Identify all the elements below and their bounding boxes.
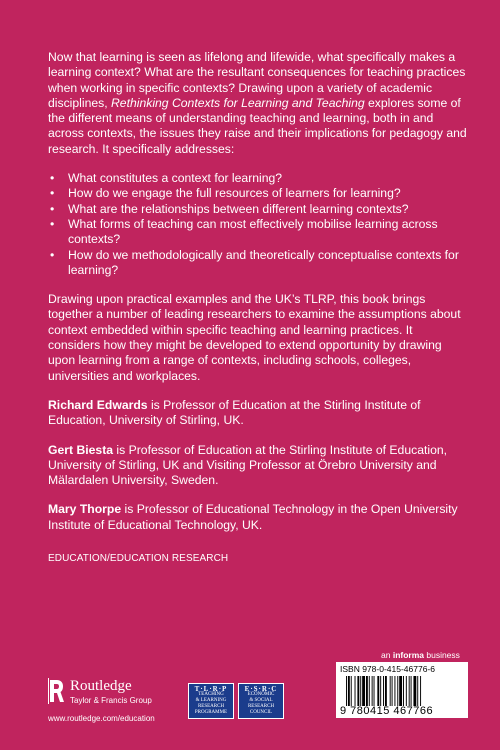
publisher-url: www.routledge.com/education — [48, 714, 155, 723]
book-title: Rethinking Contexts for Learning and Teaching — [111, 95, 365, 110]
tlrp-logo: T·L·R·P TEACHING & LEARNING RESEARCH PROGRAMME — [188, 683, 234, 719]
blurb-paragraph: Drawing upon practical examples and the UK’s TLRP, this book brings together a number of leading researchers to examine the assumptions about context embedded within specific teaching and learning practices. It considers how they might be developed to extend opportunity by drawing upon learning from a range of contexts, including schools, colleges, universities and workplaces. — [48, 292, 461, 383]
back-cover-text — [48, 50, 468, 566]
barcode-digits: 9 780415 467766 — [340, 705, 434, 717]
publisher-name: Routledge — [70, 678, 132, 694]
blurb-intro: Now that learning is seen as lifelong and lifewide, what specifically makes a learning context? What are the resultant consequences for teaching practices when working in specific contexts? Drawing upon a variety of academic disciplines, Rethinking Contexts for Learning and Teaching explores some of the different means of understanding teaching and learning, both in and across contexts, the issues they raise and their implications for pedagogy and research. It specifically addresses: — [48, 50, 467, 156]
esrc-logo: E·S·R·C ECONOMIC & SOCIAL RESEARCH COUNCIL — [238, 683, 284, 719]
author-name: Richard Edwards — [48, 397, 148, 412]
list-item: • How do we engage the full resources of learners for learning? — [48, 186, 468, 201]
isbn-text: ISBN 978-0-415-46776-6 — [340, 664, 435, 674]
list-item: • What forms of teaching can most effectively mobilise learning across contexts? — [48, 217, 468, 248]
author-bio: Mary Thorpe is Professor of Educational Technology in the Open University Institute of Educational Technology, UK. — [48, 502, 458, 532]
list-item: • How do we methodologically and theoretically conceptualise contexts for learning? — [48, 248, 468, 279]
subject-category: EDUCATION/EDUCATION RESEARCH — [48, 553, 229, 565]
publisher-group: Taylor & Francis Group — [70, 696, 152, 705]
author-name: Gert Biesta — [48, 442, 114, 457]
author-name: Mary Thorpe — [48, 502, 122, 517]
informa-business-tag: an informa business — [381, 650, 460, 660]
author-bio: Gert Biesta is Professor of Education at the Stirling Institute of Education, University of Stirling, UK and Visiting Professor at Örebro University and Mälardalen University, Sweden. — [48, 442, 448, 488]
isbn-barcode — [336, 662, 468, 718]
barcode-icon — [346, 676, 458, 706]
question-list — [48, 171, 468, 278]
publisher-logo — [48, 678, 198, 723]
list-item: • What are the relationships between different learning contexts? — [48, 202, 468, 217]
routledge-r-icon — [48, 678, 64, 704]
list-item: • What constitutes a context for learning? — [48, 171, 468, 186]
author-bio: Richard Edwards is Professor of Education at the Stirling Institute of Education, University of Stirling, UK. — [48, 397, 421, 428]
